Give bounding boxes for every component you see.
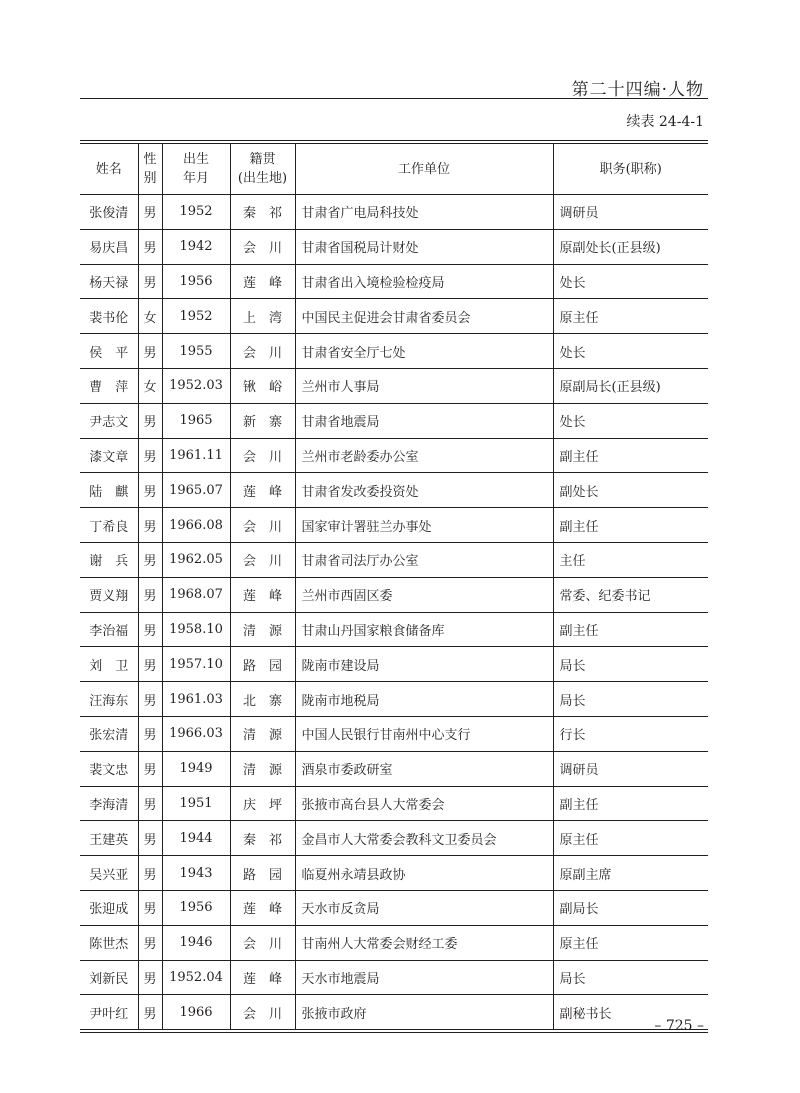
cell-post: 主任	[553, 542, 708, 577]
cell-work-unit: 陇南市建设局	[295, 647, 553, 682]
table-row	[80, 334, 708, 369]
cell-sex: 男	[138, 612, 162, 647]
cell-native-place: 莲 峰	[230, 890, 295, 925]
header-place-line2: (出生地)	[237, 171, 288, 186]
cell-native-place: 会 川	[230, 925, 295, 960]
cell-sex: 男	[138, 473, 162, 508]
header-native-place	[230, 144, 295, 195]
cell-native-place: 上 湾	[230, 299, 295, 334]
cell-name: 张迎成	[80, 890, 138, 925]
cell-work-unit: 兰州市老龄委办公室	[295, 438, 553, 473]
header-rule	[80, 98, 708, 99]
table-row	[80, 577, 708, 612]
cell-sex: 男	[138, 890, 162, 925]
cell-native-place: 新 寨	[230, 403, 295, 438]
cell-sex: 男	[138, 334, 162, 369]
table-row	[80, 682, 708, 717]
header-place-line1: 籍贯	[249, 152, 276, 167]
cell-name: 张宏清	[80, 716, 138, 751]
personnel-table	[80, 144, 708, 1029]
table-row	[80, 542, 708, 577]
table-row	[80, 647, 708, 682]
cell-sex: 男	[138, 856, 162, 891]
table-header-row	[80, 144, 708, 195]
cell-birth: 1943	[162, 856, 230, 891]
cell-birth: 1962.05	[162, 542, 230, 577]
cell-work-unit: 甘肃省安全厅七处	[295, 334, 553, 369]
cell-birth: 1952.04	[162, 960, 230, 995]
cell-native-place: 清 源	[230, 716, 295, 751]
cell-sex: 男	[138, 960, 162, 995]
cell-post: 原主任	[553, 925, 708, 960]
cell-sex: 男	[138, 682, 162, 717]
cell-sex: 男	[138, 786, 162, 821]
header-name: 姓名	[80, 144, 138, 195]
table-row	[80, 960, 708, 995]
cell-sex: 女	[138, 299, 162, 334]
cell-birth: 1958.10	[162, 612, 230, 647]
cell-native-place: 秦 祁	[230, 195, 295, 230]
cell-work-unit: 张掖市政府	[295, 995, 553, 1029]
cell-sex: 男	[138, 751, 162, 786]
cell-work-unit: 酒泉市委政研室	[295, 751, 553, 786]
cell-post: 副处长	[553, 473, 708, 508]
cell-name: 裴书伦	[80, 299, 138, 334]
cell-work-unit: 中国人民银行甘南州中心支行	[295, 716, 553, 751]
cell-native-place: 清 源	[230, 612, 295, 647]
cell-sex: 男	[138, 438, 162, 473]
table-row	[80, 438, 708, 473]
cell-post: 处长	[553, 403, 708, 438]
table-row	[80, 821, 708, 856]
cell-native-place: 莲 峰	[230, 264, 295, 299]
table-row	[80, 612, 708, 647]
cell-native-place: 庆 坪	[230, 786, 295, 821]
cell-sex: 男	[138, 264, 162, 299]
table-row	[80, 856, 708, 891]
cell-post: 原副局长(正县级)	[553, 368, 708, 403]
cell-birth: 1968.07	[162, 577, 230, 612]
cell-name: 贾义翔	[80, 577, 138, 612]
cell-sex: 男	[138, 403, 162, 438]
cell-sex: 男	[138, 577, 162, 612]
cell-native-place: 莲 峰	[230, 577, 295, 612]
cell-work-unit: 甘肃省地震局	[295, 403, 553, 438]
cell-work-unit: 甘肃山丹国家粮食储备库	[295, 612, 553, 647]
cell-name: 陈世杰	[80, 925, 138, 960]
table-row	[80, 786, 708, 821]
cell-native-place: 会 川	[230, 542, 295, 577]
cell-post: 调研员	[553, 751, 708, 786]
page-number: – 725 –	[654, 1018, 704, 1034]
cell-birth: 1961.03	[162, 682, 230, 717]
table-row	[80, 751, 708, 786]
table-row	[80, 264, 708, 299]
cell-birth: 1957.10	[162, 647, 230, 682]
cell-work-unit: 兰州市西固区委	[295, 577, 553, 612]
cell-work-unit: 中国民主促进会甘肃省委员会	[295, 299, 553, 334]
cell-name: 杨天禄	[80, 264, 138, 299]
cell-name: 李海清	[80, 786, 138, 821]
cell-name: 漆文章	[80, 438, 138, 473]
cell-sex: 男	[138, 195, 162, 230]
cell-name: 尹叶红	[80, 995, 138, 1029]
header-birth-line2: 年月	[182, 171, 209, 186]
cell-sex: 男	[138, 995, 162, 1029]
cell-post: 处长	[553, 264, 708, 299]
cell-birth: 1966.08	[162, 508, 230, 543]
cell-native-place: 会 川	[230, 229, 295, 264]
cell-native-place: 锹 峪	[230, 368, 295, 403]
cell-sex: 男	[138, 229, 162, 264]
cell-native-place: 秦 祁	[230, 821, 295, 856]
cell-work-unit: 天水市反贪局	[295, 890, 553, 925]
table-row	[80, 368, 708, 403]
cell-name: 张俊清	[80, 195, 138, 230]
cell-post: 处长	[553, 334, 708, 369]
cell-work-unit: 甘南州人大常委会财经工委	[295, 925, 553, 960]
section-header-title: 第二十四编·人物	[571, 80, 704, 100]
cell-post: 调研员	[553, 195, 708, 230]
cell-post: 行长	[553, 716, 708, 751]
cell-name: 王建英	[80, 821, 138, 856]
table-row	[80, 925, 708, 960]
cell-birth: 1952	[162, 299, 230, 334]
cell-work-unit: 甘肃省司法厅办公室	[295, 542, 553, 577]
cell-sex: 男	[138, 821, 162, 856]
cell-birth: 1965.07	[162, 473, 230, 508]
cell-native-place: 会 川	[230, 334, 295, 369]
cell-sex: 男	[138, 716, 162, 751]
cell-name: 刘新民	[80, 960, 138, 995]
cell-native-place: 会 川	[230, 508, 295, 543]
cell-birth: 1961.11	[162, 438, 230, 473]
cell-name: 丁希良	[80, 508, 138, 543]
cell-name: 裴文忠	[80, 751, 138, 786]
cell-work-unit: 兰州市人事局	[295, 368, 553, 403]
cell-native-place: 路 园	[230, 856, 295, 891]
cell-sex: 男	[138, 542, 162, 577]
cell-birth: 1951	[162, 786, 230, 821]
cell-sex: 男	[138, 647, 162, 682]
cell-native-place: 北 寨	[230, 682, 295, 717]
cell-work-unit: 甘肃省广电局科技处	[295, 195, 553, 230]
cell-name: 吴兴亚	[80, 856, 138, 891]
table-row	[80, 508, 708, 543]
cell-name: 曹 萍	[80, 368, 138, 403]
cell-sex: 男	[138, 508, 162, 543]
cell-native-place: 路 园	[230, 647, 295, 682]
header-sex-line1: 性	[143, 152, 157, 167]
cell-post: 副主任	[553, 508, 708, 543]
cell-native-place: 清 源	[230, 751, 295, 786]
cell-name: 侯 平	[80, 334, 138, 369]
cell-post: 副主任	[553, 786, 708, 821]
header-birth-line1: 出生	[182, 152, 209, 167]
cell-birth: 1965	[162, 403, 230, 438]
table-row	[80, 473, 708, 508]
table-row	[80, 716, 708, 751]
table-caption: 续表 24-4-1	[626, 114, 704, 130]
cell-birth: 1952.03	[162, 368, 230, 403]
table-row	[80, 195, 708, 230]
cell-birth: 1949	[162, 751, 230, 786]
cell-birth: 1966.03	[162, 716, 230, 751]
cell-post: 副主任	[553, 612, 708, 647]
cell-native-place: 会 川	[230, 438, 295, 473]
cell-work-unit: 张掖市高台县人大常委会	[295, 786, 553, 821]
cell-post: 原主任	[553, 299, 708, 334]
header-birth	[162, 144, 230, 195]
cell-work-unit: 国家审计署驻兰办事处	[295, 508, 553, 543]
cell-work-unit: 陇南市地税局	[295, 682, 553, 717]
cell-work-unit: 天水市地震局	[295, 960, 553, 995]
cell-name: 谢 兵	[80, 542, 138, 577]
cell-birth: 1956	[162, 890, 230, 925]
cell-name: 尹志文	[80, 403, 138, 438]
cell-native-place: 会 川	[230, 995, 295, 1029]
table-body	[80, 195, 708, 1030]
personnel-table-wrapper	[80, 140, 708, 1033]
header-sex	[138, 144, 162, 195]
table-row	[80, 229, 708, 264]
cell-work-unit: 甘肃省国税局计财处	[295, 229, 553, 264]
cell-name: 汪海东	[80, 682, 138, 717]
cell-work-unit: 临夏州永靖县政协	[295, 856, 553, 891]
cell-birth: 1955	[162, 334, 230, 369]
header-sex-line2: 别	[143, 171, 157, 186]
cell-native-place: 莲 峰	[230, 473, 295, 508]
cell-work-unit: 甘肃省发改委投资处	[295, 473, 553, 508]
cell-name: 李治福	[80, 612, 138, 647]
cell-post: 副局长	[553, 890, 708, 925]
cell-birth: 1944	[162, 821, 230, 856]
cell-post: 副秘书长	[553, 995, 708, 1029]
cell-post: 原副处长(正县级)	[553, 229, 708, 264]
cell-name: 易庆昌	[80, 229, 138, 264]
cell-name: 刘 卫	[80, 647, 138, 682]
cell-post: 原主任	[553, 821, 708, 856]
table-row	[80, 299, 708, 334]
table-row	[80, 403, 708, 438]
cell-post: 常委、纪委书记	[553, 577, 708, 612]
cell-post: 局长	[553, 960, 708, 995]
cell-sex: 男	[138, 925, 162, 960]
cell-birth: 1952	[162, 195, 230, 230]
cell-work-unit: 甘肃省出入境检验检疫局	[295, 264, 553, 299]
cell-sex: 女	[138, 368, 162, 403]
header-post: 职务(职称)	[553, 144, 708, 195]
table-row	[80, 995, 708, 1029]
cell-native-place: 莲 峰	[230, 960, 295, 995]
cell-post: 局长	[553, 647, 708, 682]
header-work-unit: 工作单位	[295, 144, 553, 195]
table-row	[80, 890, 708, 925]
cell-birth: 1946	[162, 925, 230, 960]
cell-post: 副主任	[553, 438, 708, 473]
cell-post: 局长	[553, 682, 708, 717]
cell-name: 陆 麒	[80, 473, 138, 508]
cell-birth: 1966	[162, 995, 230, 1029]
cell-work-unit: 金昌市人大常委会教科文卫委员会	[295, 821, 553, 856]
cell-birth: 1942	[162, 229, 230, 264]
cell-post: 原副主席	[553, 856, 708, 891]
cell-birth: 1956	[162, 264, 230, 299]
